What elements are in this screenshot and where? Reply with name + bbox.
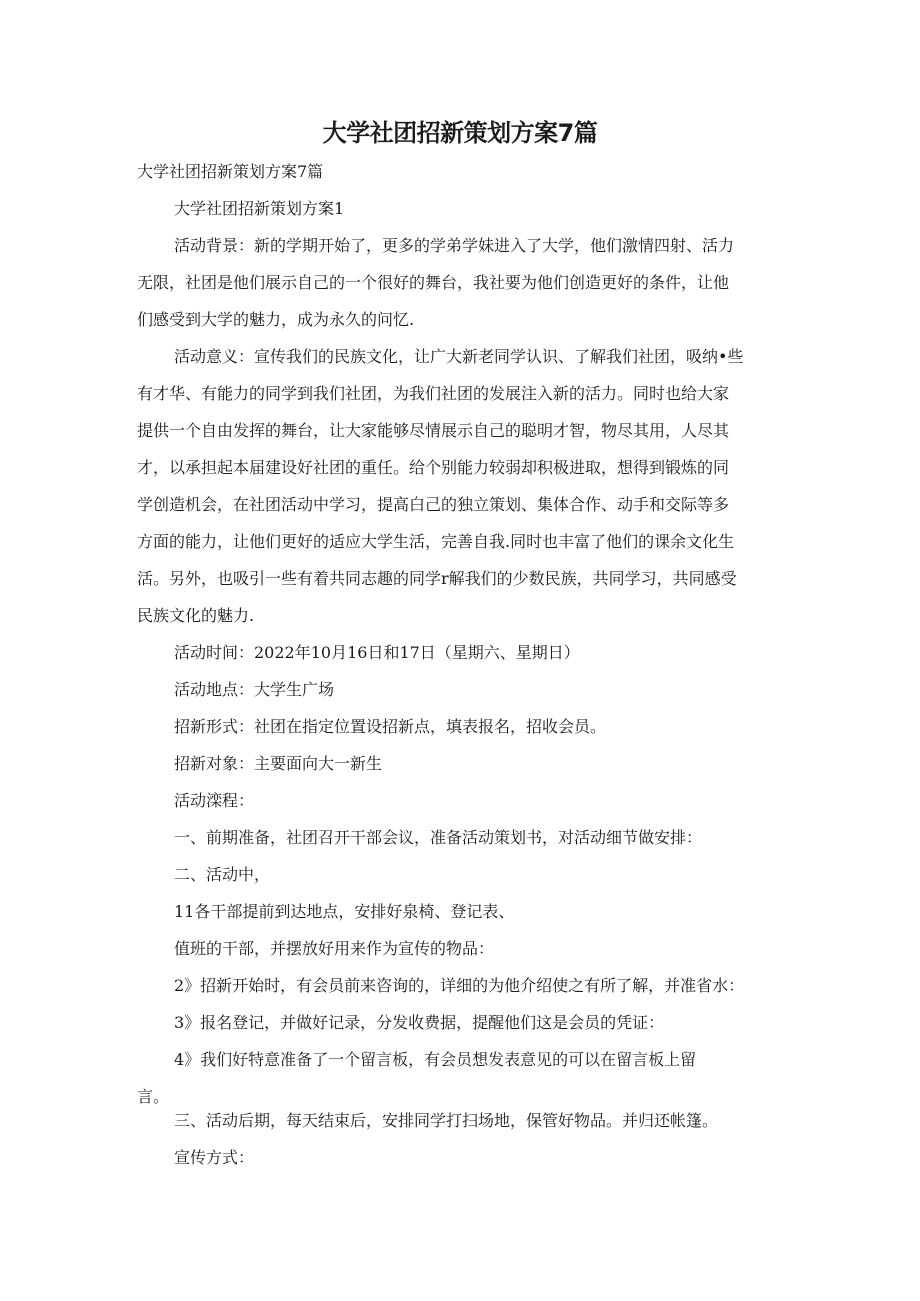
process-substep: 2》招新开始时，有会员前来咨询的，详细的为他介绍使之有所了解，并准省水： [174, 976, 745, 995]
meaning-line: 有才华、有能力的同学到我们社团，为我们社团的发展注入新的活力。同时也给大家 [137, 384, 730, 403]
process-step: 三、活动后期，每天结束后，安排同学打扫场地，保管好物品。并归还帐篷。 [174, 1111, 719, 1130]
meaning-line: 活动意义：宣传我们的民族文化，让广大新老同学认识、了解我们社团，吸纳•些 [174, 347, 744, 366]
background-line: 无限，社团是他们展示自己的一个很好的舞台，我社要为他们创造更好的条件，让他 [137, 273, 730, 292]
meaning-line: 学创造机会，在社团活动中学习，提高白己的独立策划、集体合作、动手和交际等多 [137, 495, 730, 514]
process-heading: 活动滦程： [174, 791, 255, 810]
document-subtitle: 大学社团招新策划方案7篇 [137, 162, 324, 181]
document-title: 大学社团招新策划方案7篇 [322, 119, 598, 147]
meaning-line: 方面的能力，让他们更好的适应大学生活，完善自我.同时也丰富了他们的课余文化生 [137, 532, 735, 551]
process-substep: 言。 [137, 1087, 170, 1106]
recruit-target: 招新对象：主要面向大一新生 [174, 754, 383, 773]
meaning-line: 活。另外，也吸引一些有着共同志趣的同学r解我们的少数民族，共同学习，共同感受 [137, 569, 737, 588]
process-step: 二、活动中， [174, 865, 271, 884]
process-substep: 4》我们好特意准备了一个留言板，有会员想发表意见的可以在留言板上留 [174, 1050, 697, 1069]
promo-heading: 宣传方式： [174, 1148, 255, 1167]
activity-time: 活动时间：2022年10月16日和17日（星期六、星期日） [174, 643, 580, 662]
recruit-form: 招新形式：社团在指定位置设招新点，填表报名，招收会员。 [174, 717, 607, 736]
background-line: 们感受到大学的魅力，成为永久的问忆. [137, 310, 415, 329]
section-heading: 大学社团招新策划方案1 [174, 199, 345, 218]
meaning-line: 民族文化的魅力. [137, 606, 255, 625]
process-substep: 值班的干部，并摆放好用来作为宣传的物品： [174, 939, 495, 958]
background-line: 活动背景：新的学期开始了，更多的学弟学妹进入了大学，他们激情四射、活力 [174, 236, 735, 255]
meaning-line: 提供一个自由发挥的舞台，让大家能够尽情展示自己的聪明才智，物尽其用，人尽其 [137, 421, 730, 440]
process-step: 一、前期准备，社团召开干部会议，准备活动策划书，对活动细节做安排： [174, 828, 703, 847]
meaning-line: 才，以承担起本届建设好社团的重任。给个别能力较弱却积极进取，想得到锻炼的同 [137, 458, 730, 477]
process-substep: 11各干部提前到达地点，安排好泉椅、登记表、 [174, 902, 515, 921]
activity-place: 活动地点：大学生广场 [174, 680, 335, 699]
process-substep: 3》报名登记，并做好记录，分发收费据，提醒他们这是会员的凭证： [174, 1013, 665, 1032]
